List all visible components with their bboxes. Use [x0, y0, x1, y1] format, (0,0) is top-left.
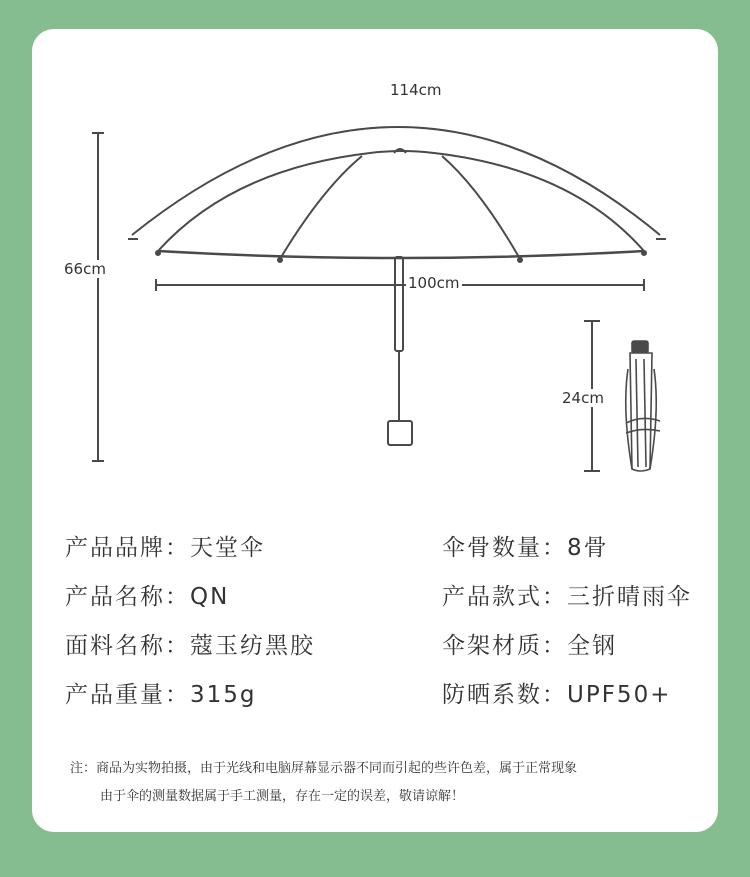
spec-ribs: 伞骨数量：8骨 — [442, 535, 609, 561]
umbrella-handle — [388, 421, 412, 445]
umbrella-canopy — [158, 151, 644, 251]
folded-umbrella — [626, 341, 660, 471]
spec-fabric: 面料名称：蔻玉纺黑胶 — [65, 633, 315, 659]
height-label: 66cm — [64, 260, 106, 278]
diameter-label: 100cm — [408, 274, 460, 292]
spec-brand: 产品品牌：天堂伞 — [65, 535, 265, 561]
spec-name: 产品名称：QN — [65, 584, 230, 610]
note-line-2: 由于伞的测量数据属于手工测量，存在一定的误差，敬请谅解！ — [100, 789, 465, 804]
spec-frame: 伞架材质：全钢 — [442, 633, 617, 659]
arc-length-label: 114cm — [390, 81, 442, 99]
spec-style: 产品款式：三折晴雨伞 — [442, 584, 692, 610]
note-line-1: 注：商品为实物拍摄，由于光线和电脑屏幕显示器不同而引起的些许色差，属于正常现象 — [70, 761, 578, 776]
spec-card — [32, 29, 718, 832]
spec-upf: 防晒系数：UPF50+ — [442, 682, 672, 708]
umbrella-diagram — [32, 29, 718, 499]
umbrella-shaft — [395, 257, 403, 351]
arc-dimension-line — [132, 127, 660, 235]
folded-length-label: 24cm — [562, 389, 604, 407]
spec-weight: 产品重量：315g — [65, 682, 257, 708]
